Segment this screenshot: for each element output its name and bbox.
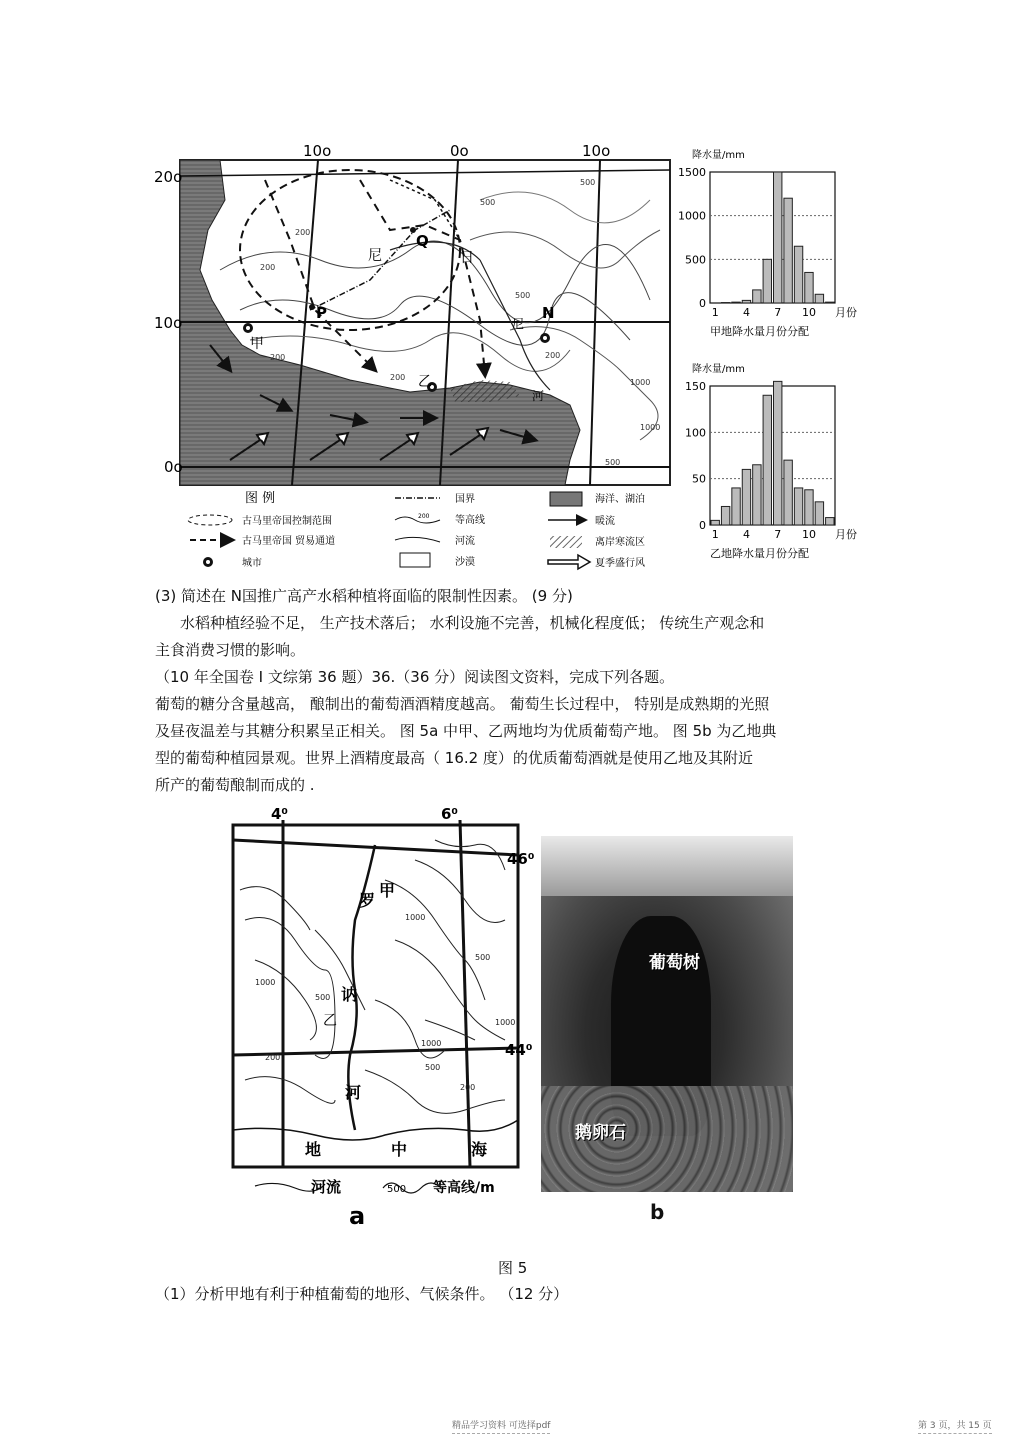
svg-text:暖流: 暖流 [595, 516, 615, 527]
bar-11 [815, 294, 823, 303]
paragraph-line4: 所产的葡萄酿制而成的 . [155, 776, 315, 794]
label-luo: 罗 [359, 891, 376, 910]
label-pebbles: 鹅卵石 [575, 1123, 626, 1143]
bar-9 [794, 488, 802, 525]
bar-3 [732, 302, 740, 303]
svg-text:1000: 1000 [495, 1018, 516, 1027]
lon-label-10e: 10o [582, 142, 611, 160]
bar-6 [763, 395, 771, 525]
x-tick-label: 7 [774, 306, 782, 319]
bar-12 [826, 518, 834, 525]
paragraph-line1: 葡萄的糖分含量越高， 酿制出的葡萄酒酒精度越高。 葡萄生长过程中， 特别是成熟期的光照 [155, 695, 770, 713]
svg-text:1000: 1000 [405, 913, 426, 922]
svg-text:200: 200 [418, 513, 430, 520]
label-grapevine: 葡萄树 [649, 953, 700, 973]
bar-8 [784, 460, 792, 525]
bar-9 [794, 246, 802, 303]
x-unit: 月份 [835, 306, 857, 319]
bar-8 [784, 198, 792, 303]
x-tick-label: 1 [711, 528, 719, 541]
chart-caption: 甲地降水量月份分配 [710, 325, 809, 338]
bar-1 [711, 520, 719, 525]
bar-2 [721, 506, 729, 525]
label-he: 河 [532, 389, 545, 403]
lon-label-10w: 10o [303, 142, 332, 160]
label-ni2: 尼 [512, 317, 525, 331]
svg-text:200: 200 [260, 263, 276, 272]
paragraph-line3: 型的葡萄种植园景观。世界上酒精度最高（ 16.2 度）的优质葡萄酒就是使用乙地及其附近 [155, 749, 753, 767]
y-tick-label: 0 [699, 297, 706, 310]
svg-text:200: 200 [460, 1083, 476, 1092]
label-na: 讷 [341, 985, 358, 1004]
bar-4 [742, 469, 750, 525]
label-hai: 海 [471, 1140, 488, 1159]
svg-text:200: 200 [545, 351, 561, 360]
y-tick-label: 150 [685, 380, 706, 393]
x-tick-label: 10 [801, 306, 816, 319]
svg-text:1000: 1000 [640, 423, 661, 432]
bar-5 [753, 290, 761, 303]
y-tick-label: 1000 [678, 209, 706, 223]
y-tick-label: 1500 [678, 166, 706, 179]
x-tick-label: 4 [742, 528, 750, 541]
svg-text:500: 500 [480, 198, 496, 207]
question-3: (3) 简述在 N国推广高产水稻种植将面临的限制性因素。 (9 分) [155, 587, 573, 605]
photo-sky [541, 836, 793, 896]
x-tick-label: 7 [774, 528, 782, 541]
bar-5 [753, 465, 761, 525]
svg-text:500: 500 [475, 953, 491, 962]
legend-title: 图 例 [245, 491, 276, 506]
lat-label-10n: 10o [154, 314, 183, 332]
label-yi: 乙 [323, 1013, 337, 1029]
svg-text:古马里帝国 贸易通道: 古马里帝国 贸易通道 [242, 536, 336, 547]
bar-10 [805, 272, 813, 303]
figure-5a-map [215, 800, 545, 1230]
label-ni: 尼 [368, 248, 382, 264]
bar-7 [774, 381, 782, 525]
label-he: 河 [345, 1083, 362, 1102]
label-ri: 日 [460, 250, 474, 266]
label-di: 地 [305, 1140, 322, 1159]
question-1: （1）分析甲地有利于种植葡萄的地形、气候条件。 （12 分） [155, 1285, 569, 1303]
label-n: N [542, 304, 555, 322]
y-tick-label: 0 [699, 519, 706, 532]
svg-text:500: 500 [515, 291, 531, 300]
svg-text:夏季盛行风: 夏季盛行风 [595, 558, 645, 569]
lon-label-0: 0o [450, 142, 469, 160]
svg-text:200: 200 [270, 353, 286, 362]
bar-12 [826, 302, 834, 303]
svg-text:500: 500 [425, 1063, 441, 1072]
svg-text:200: 200 [295, 228, 311, 237]
chart-jia-precipitation [678, 144, 857, 350]
y-tick-label: 100 [685, 426, 706, 440]
svg-text:离岸寒流区: 离岸寒流区 [595, 537, 645, 548]
svg-text:古马里帝国控制范围: 古马里帝国控制范围 [242, 516, 332, 527]
lon-label-6: 6⁰ [441, 805, 459, 823]
figure-5b-photo [541, 836, 793, 1192]
chart-ylabel: 降水量/mm [692, 364, 745, 375]
label-zhong: 中 [391, 1140, 408, 1159]
chart-ylabel: 降水量/mm [692, 150, 745, 161]
x-tick-label: 10 [801, 528, 816, 541]
footer-left: 精品学习资料 可选择pdf [452, 1418, 550, 1434]
label-jia: 甲 [379, 881, 396, 900]
x-tick-label: 1 [711, 306, 719, 319]
svg-text:200: 200 [265, 1053, 281, 1062]
legend-contour: 等高线/m [433, 1180, 495, 1196]
panel-label-b: b [650, 1200, 665, 1224]
y-tick-label: 50 [692, 472, 706, 486]
x-tick-label: 4 [742, 306, 750, 319]
chart-caption: 乙地降水量月份分配 [710, 547, 809, 560]
bar-3 [732, 488, 740, 525]
svg-text:500: 500 [387, 1184, 407, 1195]
svg-text:等高线: 等高线 [455, 515, 485, 526]
intro-line: （10 年全国卷 I 文综第 36 题）36.（36 分）阅读图文资料，完成下列各题。 [155, 668, 675, 686]
bar-6 [763, 259, 771, 303]
svg-text:500: 500 [580, 178, 596, 187]
lat-label-20n: 20o [154, 168, 183, 186]
footer-right: 第 3 页，共 15 页 [918, 1418, 992, 1434]
answer-3-line1: 水稻种植经验不足， 生产技术落后； 水利设施不完善，机械化程度低； 传统生产观念和 [180, 614, 765, 632]
svg-text:1000: 1000 [630, 378, 651, 387]
x-unit: 月份 [835, 528, 857, 541]
legend-river: 河流 [311, 1178, 342, 1196]
label-q: Q [416, 232, 429, 250]
west-africa-map [150, 140, 690, 580]
svg-text:城市: 城市 [242, 558, 262, 569]
y-tick-label: 500 [685, 253, 706, 267]
paragraph-line2: 及昼夜温差与其糖分积累呈正相关。 图 5a 中甲、乙两地均为优质葡萄产地。 图 5b 为乙地典 [155, 722, 777, 740]
lon-label-4: 4⁰ [271, 805, 289, 823]
label-yi: 乙 [418, 374, 432, 390]
svg-text:河流: 河流 [455, 536, 475, 547]
plot-area [710, 172, 835, 303]
svg-text:海洋、湖泊: 海洋、湖泊 [595, 494, 645, 505]
svg-text:1000: 1000 [421, 1039, 442, 1048]
lat-label-0: 0o [164, 458, 183, 476]
svg-text:国界: 国界 [455, 494, 475, 505]
svg-text:500: 500 [315, 993, 331, 1002]
label-p: P [316, 304, 327, 322]
svg-text:500: 500 [605, 458, 621, 467]
svg-text:1000: 1000 [255, 978, 276, 987]
figure-caption: 图 5 [498, 1259, 528, 1277]
lat-label-46: 46⁰ [507, 850, 535, 868]
chart-yi-precipitation [680, 358, 857, 572]
label-jia: 甲 [250, 336, 264, 352]
bar-10 [805, 490, 813, 525]
svg-text:沙漠: 沙漠 [455, 557, 475, 568]
svg-text:200: 200 [390, 373, 406, 382]
bar-4 [742, 300, 750, 303]
bar-11 [815, 502, 823, 525]
answer-3-line2: 主食消费习惯的影响。 [155, 641, 306, 659]
panel-label-a: a [349, 1202, 366, 1230]
bar-7 [774, 172, 782, 303]
lat-label-44: 44⁰ [505, 1041, 533, 1059]
